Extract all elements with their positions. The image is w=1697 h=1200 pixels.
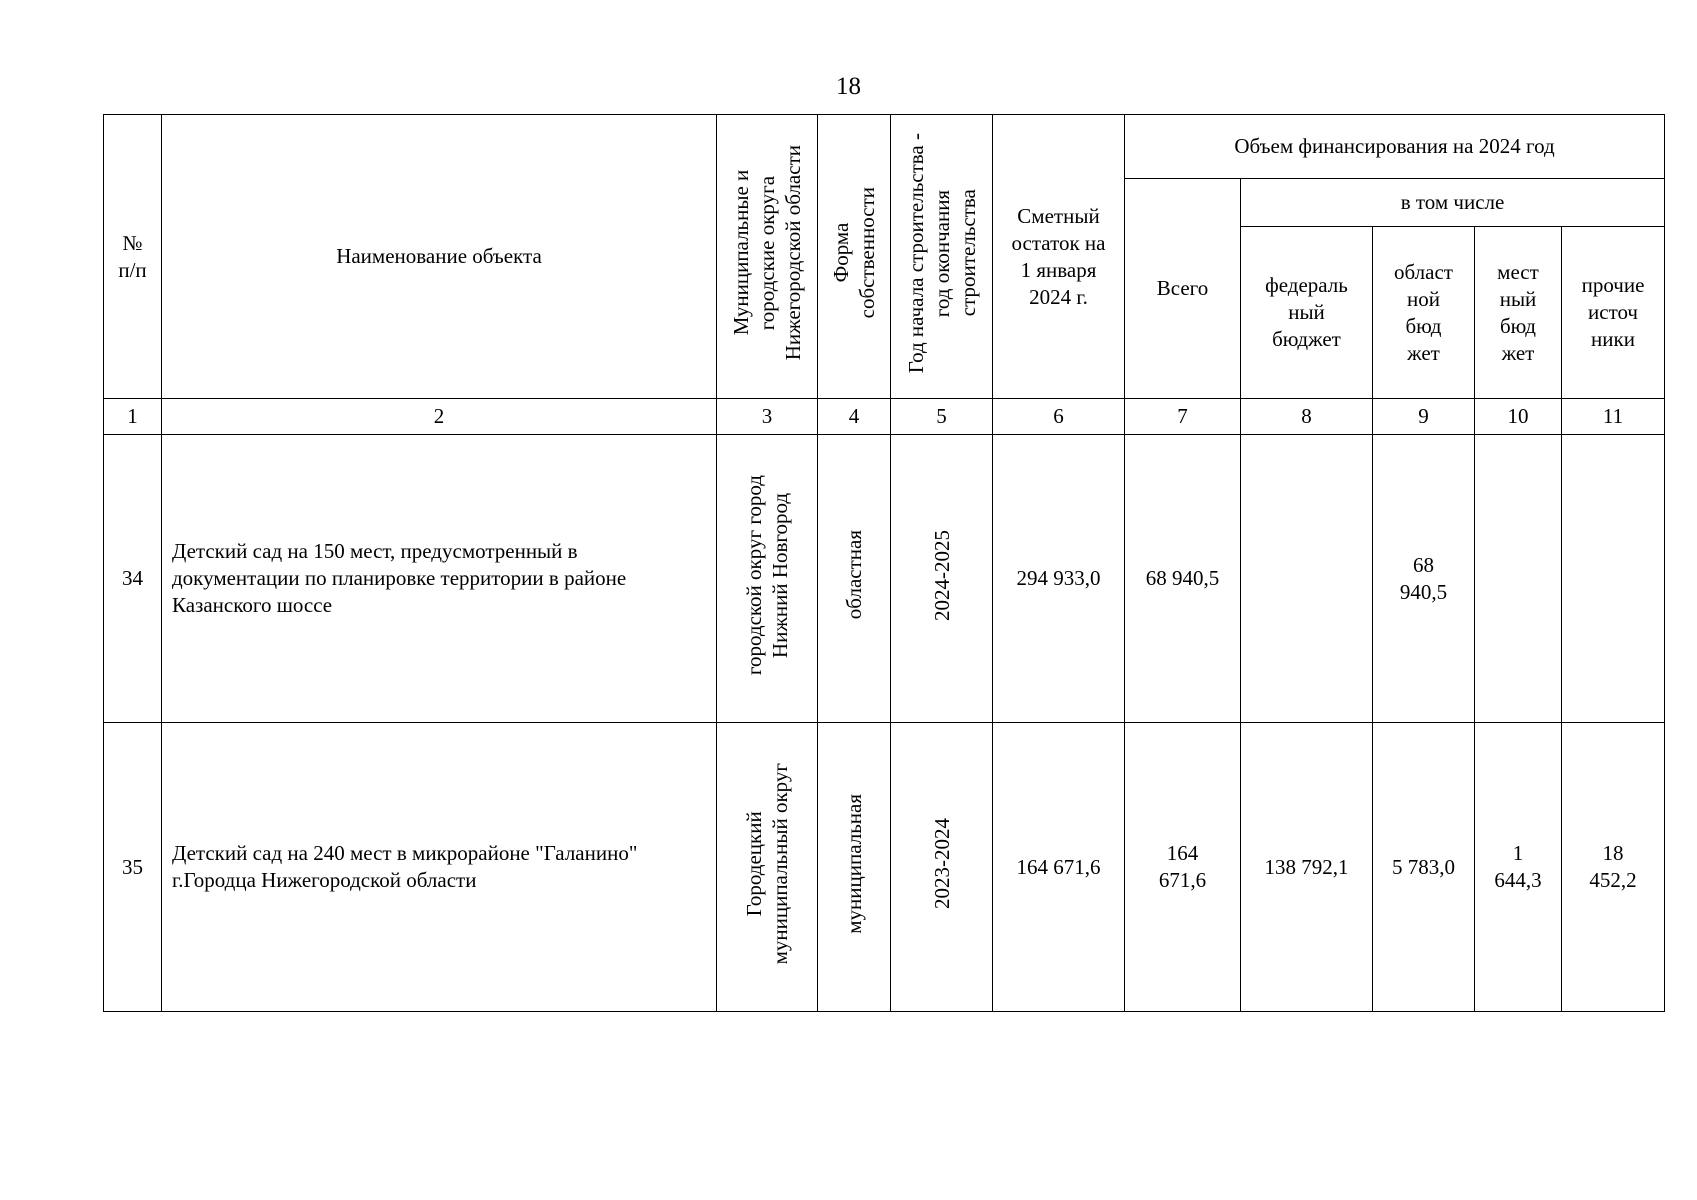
object-name: Детский сад на 240 мест в микрорайоне "Галанино" г.Городца Нижегородской области bbox=[162, 723, 717, 1012]
row-other: 18 452,2 bbox=[1562, 723, 1665, 1012]
row-federal bbox=[1241, 435, 1373, 723]
row-local: 1 644,3 bbox=[1475, 723, 1562, 1012]
row-years: 2023-2024 bbox=[891, 723, 993, 1012]
column-number: 4 bbox=[818, 399, 891, 435]
header-total: Всего bbox=[1125, 179, 1241, 399]
column-number: 3 bbox=[717, 399, 818, 435]
column-number: 1 bbox=[104, 399, 162, 435]
row-municipality: Городецкий муниципальный округ bbox=[717, 723, 818, 1012]
row-municipality: городской округ город Нижний Новгород bbox=[717, 435, 818, 723]
header-financing: Объем финансирования на 2024 год bbox=[1125, 115, 1665, 179]
object-name: Детский сад на 150 мест, предусмотренный в документации по планировке территории в районе Казанского шоссе bbox=[162, 435, 717, 723]
header-federal: федераль ный бюджет bbox=[1241, 227, 1373, 399]
header-including: в том числе bbox=[1241, 179, 1665, 227]
row-num: 34 bbox=[104, 435, 162, 723]
column-number: 6 bbox=[993, 399, 1125, 435]
header-years: Год начала строительства - год окончания строительства bbox=[891, 115, 993, 399]
column-number: 2 bbox=[162, 399, 717, 435]
header-regional: област ной бюд жет bbox=[1373, 227, 1475, 399]
header-local: мест ный бюд жет bbox=[1475, 227, 1562, 399]
header-name: Наименование объекта bbox=[162, 115, 717, 399]
header-ownership: Форма собственности bbox=[818, 115, 891, 399]
table-row bbox=[104, 723, 1665, 1012]
row-regional: 68 940,5 bbox=[1373, 435, 1475, 723]
column-numbers-row bbox=[104, 399, 1665, 435]
table-row bbox=[104, 435, 1665, 723]
row-balance: 294 933,0 bbox=[993, 435, 1125, 723]
header-row-top bbox=[104, 115, 1665, 179]
row-regional: 5 783,0 bbox=[1373, 723, 1475, 1012]
page-number: 18 bbox=[836, 73, 861, 100]
header-balance: Сметный остаток на 1 января 2024 г. bbox=[993, 115, 1125, 399]
financing-table bbox=[103, 114, 1665, 1012]
column-number: 7 bbox=[1125, 399, 1241, 435]
row-total: 68 940,5 bbox=[1125, 435, 1241, 723]
row-other bbox=[1562, 435, 1665, 723]
header-municipality: Муниципальные и городские округа Нижегородской области bbox=[717, 115, 818, 399]
header-num: № п/п bbox=[104, 115, 162, 399]
row-total: 164 671,6 bbox=[1125, 723, 1241, 1012]
row-years: 2024-2025 bbox=[891, 435, 993, 723]
header-other: прочие источ ники bbox=[1562, 227, 1665, 399]
column-number: 9 bbox=[1373, 399, 1475, 435]
row-balance: 164 671,6 bbox=[993, 723, 1125, 1012]
row-ownership: муниципальная bbox=[818, 723, 891, 1012]
column-number: 8 bbox=[1241, 399, 1373, 435]
column-number: 10 bbox=[1475, 399, 1562, 435]
row-federal: 138 792,1 bbox=[1241, 723, 1373, 1012]
column-number: 5 bbox=[891, 399, 993, 435]
column-number: 11 bbox=[1562, 399, 1665, 435]
row-local bbox=[1475, 435, 1562, 723]
row-num: 35 bbox=[104, 723, 162, 1012]
row-ownership: областная bbox=[818, 435, 891, 723]
